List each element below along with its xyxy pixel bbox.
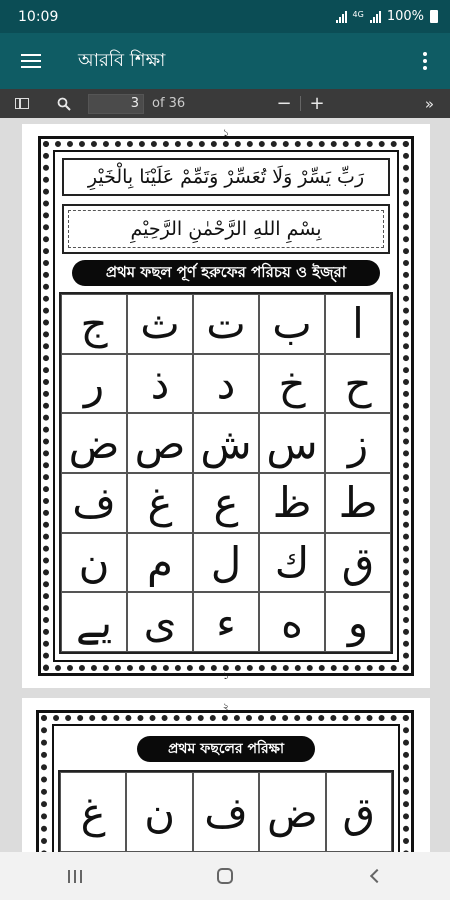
letter-cell: ذ <box>127 354 193 414</box>
letter-cell: ط <box>325 473 391 533</box>
letter-cell: غ <box>60 772 126 852</box>
calligraphy-bismillah <box>62 204 390 254</box>
letter-cell: غ <box>127 473 193 533</box>
cell-signal-icon <box>370 11 381 23</box>
status-time: 10:09 <box>18 8 59 25</box>
letter-cell: ن <box>126 772 192 852</box>
letter-cell: ت <box>193 294 259 354</box>
alphabet-grid <box>59 292 393 654</box>
system-nav-bar <box>0 852 450 900</box>
wifi-signal-icon <box>336 11 347 23</box>
pdf-page <box>22 124 430 688</box>
letter-cell: خ <box>259 354 325 414</box>
status-icons <box>336 9 438 24</box>
search-icon[interactable] <box>44 89 84 118</box>
pdf-page <box>22 698 430 852</box>
letter-cell: ج <box>61 294 127 354</box>
letter-cell: ن <box>61 533 127 593</box>
letter-cell: ض <box>259 772 325 852</box>
menu-icon[interactable] <box>0 33 62 89</box>
more-tools-button[interactable]: » <box>424 94 432 113</box>
network-type: 4G <box>352 9 364 19</box>
battery-percent: 100% <box>386 9 424 24</box>
letter-cell: يے <box>61 592 127 652</box>
page-number-top: ২ <box>222 702 230 713</box>
letter-cell: و <box>325 592 391 652</box>
home-button[interactable] <box>195 852 255 900</box>
page-number-input[interactable] <box>88 94 144 114</box>
page-count: of 36 <box>152 96 186 111</box>
letter-cell: ا <box>325 294 391 354</box>
letter-cell: ق <box>325 533 391 593</box>
letter-cell: ه <box>259 592 325 652</box>
letter-cell: ش <box>193 413 259 473</box>
letter-cell: ل <box>193 533 259 593</box>
back-icon <box>370 869 384 883</box>
letter-cell: ف <box>193 772 259 852</box>
letter-cell: ء <box>193 592 259 652</box>
quiz-heading: প্রথম ফছলের পরিক্ষা <box>137 736 315 762</box>
letter-cell: ب <box>259 294 325 354</box>
letter-cell: ك <box>259 533 325 593</box>
sidebar-toggle-icon[interactable] <box>0 89 44 118</box>
overflow-menu-icon[interactable] <box>400 33 450 89</box>
zoom-divider <box>300 96 301 111</box>
app-title: আরবি শিক্ষা <box>78 49 166 71</box>
letter-cell: ض <box>61 413 127 473</box>
letter-cell: ف <box>61 473 127 533</box>
page-number-bottom: ১ <box>222 671 230 682</box>
letter-cell: ص <box>127 413 193 473</box>
status-bar <box>0 0 450 33</box>
back-button[interactable] <box>345 852 405 900</box>
lesson-heading: প্রথম ফছল পূর্ণ হরুফের পরিচয় ও ইজ্‌রা <box>72 260 380 286</box>
recents-button[interactable] <box>45 852 105 900</box>
zoom-in-button[interactable]: + <box>309 93 325 114</box>
battery-icon <box>430 10 438 23</box>
letter-cell: ى <box>127 592 193 652</box>
home-icon <box>217 868 233 884</box>
bismillah-text: بِسْمِ اللهِ الرَّحْمٰنِ الرَّحِيْمِ <box>130 218 322 240</box>
letter-cell: ث <box>127 294 193 354</box>
zoom-out-button[interactable]: − <box>276 93 292 114</box>
letter-cell: م <box>127 533 193 593</box>
letter-cell: س <box>259 413 325 473</box>
letter-cell: د <box>193 354 259 414</box>
app-bar <box>0 33 450 89</box>
quiz-letter-grid <box>58 770 394 852</box>
letter-cell: ز <box>325 413 391 473</box>
letter-cell: ق <box>326 772 392 852</box>
letter-cell: ع <box>193 473 259 533</box>
letter-cell: ر <box>61 354 127 414</box>
recents-icon <box>68 870 82 883</box>
calligraphy-prayer: رَبِّ يَسِّرْ وَلَا تُعَسِّرْ وَتَمِّمْ عَلَيْنَا بِالْخَيْرِ <box>62 158 390 196</box>
letter-cell: ظ <box>259 473 325 533</box>
letter-cell: ح <box>325 354 391 414</box>
pdf-toolbar <box>0 89 450 118</box>
pdf-viewer[interactable] <box>0 118 450 852</box>
page-number-top: ১ <box>222 128 230 139</box>
